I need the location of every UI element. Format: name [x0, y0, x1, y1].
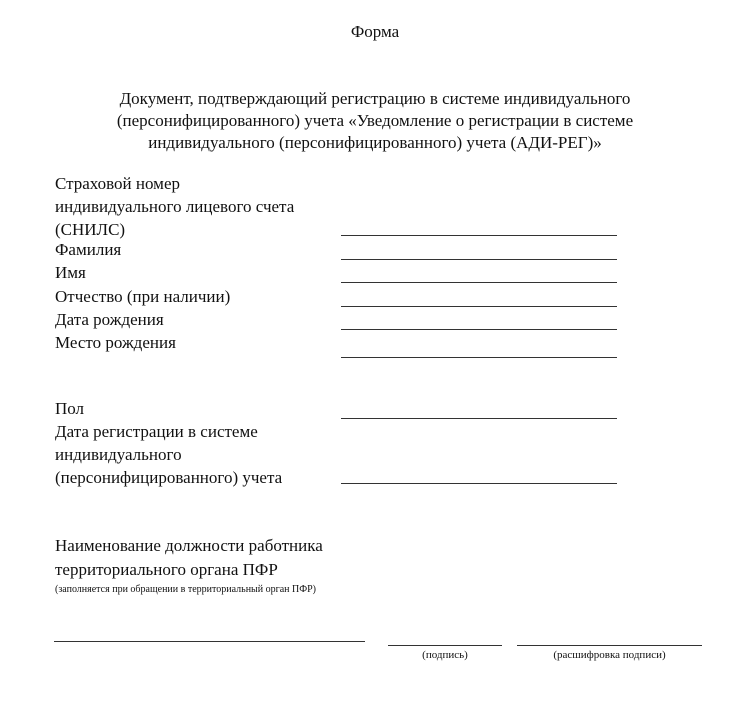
label-line: Наименование должности работника [55, 536, 323, 555]
name-field-line[interactable] [341, 282, 617, 283]
birth-place-field-line[interactable] [341, 357, 617, 358]
birth-date-field-line[interactable] [341, 329, 617, 330]
signature-line[interactable] [388, 645, 502, 646]
surname-field-line[interactable] [341, 259, 617, 260]
heading-line: (персонифицированного) учета «Уведомление о регистрации в системе [116, 111, 634, 130]
birth-date-label: Дата рождения [55, 310, 164, 329]
surname-label: Фамилия [55, 240, 122, 259]
label-line: Страховой номер [55, 174, 180, 193]
heading-line: индивидуального (персонифицированного) учета (АДИ-РЕГ)» [148, 133, 602, 152]
label-line: индивидуального [55, 445, 182, 464]
sex-field-line[interactable] [341, 418, 617, 419]
name-label: Имя [55, 263, 86, 282]
employee-note: (заполняется при обращении в территориальный орган ПФР) [55, 584, 317, 595]
label-line: территориального органа ПФР [55, 560, 278, 579]
label-line: (СНИЛС) [55, 220, 126, 239]
signature-transcript-line[interactable] [517, 645, 702, 646]
snils-label [55, 172, 294, 241]
label-line: Дата регистрации в системе [55, 422, 258, 441]
birth-place-label: Место рождения [55, 333, 176, 352]
registration-date-field-line[interactable] [341, 483, 617, 484]
sex-label: Пол [55, 399, 85, 418]
registration-date-label [55, 420, 282, 489]
snils-field-line[interactable] [341, 235, 617, 236]
heading-line: Документ, подтверждающий регистрацию в системе индивидуального [119, 89, 631, 108]
patronymic-label: Отчество (при наличии) [55, 287, 231, 306]
label-line: индивидуального лицевого счета [55, 197, 295, 216]
form-label: Форма [350, 22, 400, 41]
document-heading [0, 88, 750, 154]
patronymic-field-line[interactable] [341, 306, 617, 307]
signature-caption: (подпись) [422, 649, 468, 661]
employee-position-line[interactable] [54, 641, 365, 642]
label-line: (персонифицированного) учета [55, 468, 283, 487]
employee-title [55, 534, 323, 582]
signature-transcript-caption: (расшифровка подписи) [553, 649, 666, 661]
